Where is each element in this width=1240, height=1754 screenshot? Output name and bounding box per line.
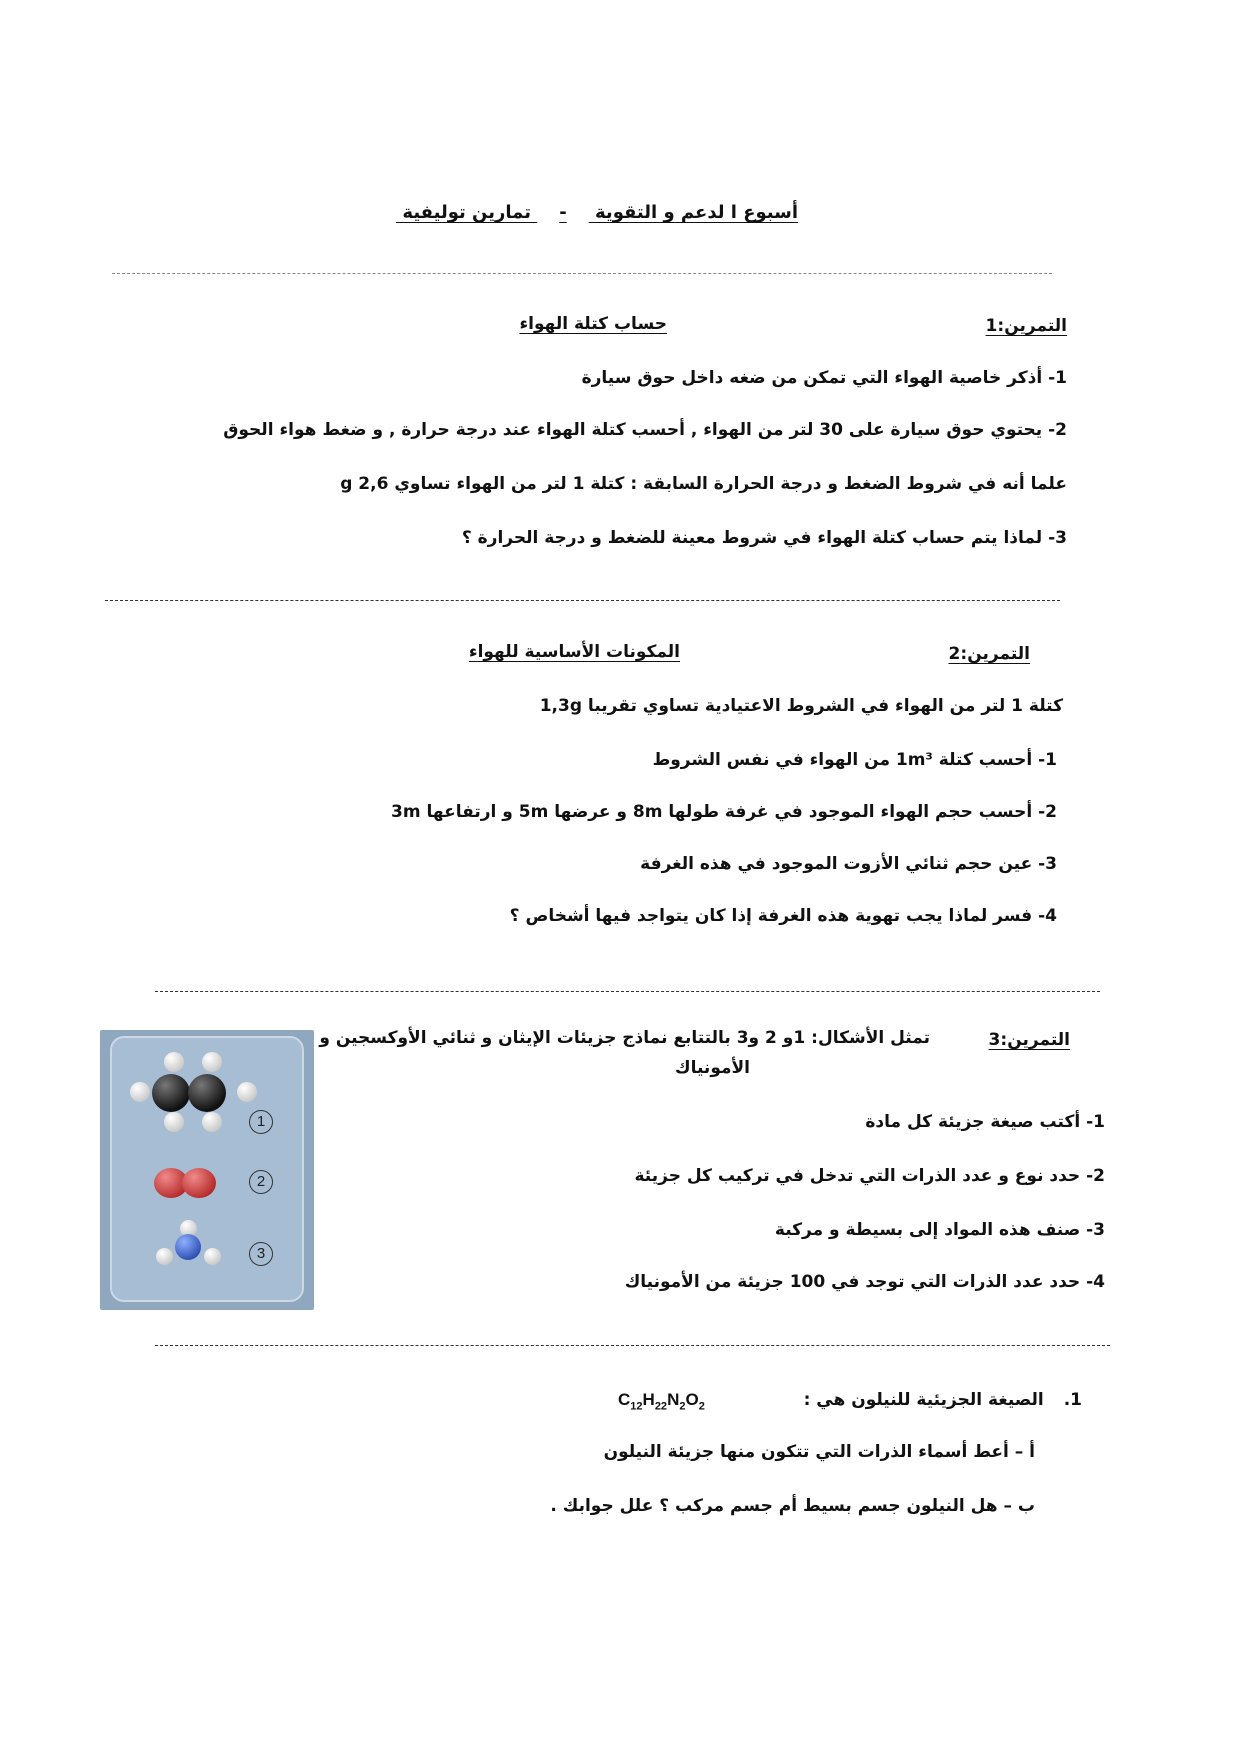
exercise-4-number: 1. (1063, 1390, 1082, 1410)
exercise-1-subtitle: حساب كتلة الهواء (519, 314, 667, 334)
exercise-2-question-2: 2- أحسب حجم الهواء الموجود في غرفة طولها 8m و عرضها 5m و ارتفاعها 3m (391, 802, 1057, 822)
hydrogen-atom (130, 1082, 150, 1102)
separator (112, 273, 1052, 274)
carbon-atom (188, 1074, 226, 1112)
oxygen-atom (182, 1168, 216, 1198)
page-title (366, 202, 798, 223)
separator (155, 1345, 1110, 1346)
exercise-3-question-1: 1- أكتب صيغة جزيئة كل مادة (865, 1112, 1105, 1132)
nylon-formula: $C_{12}H_{22}N_2O_2$ (618, 1390, 705, 1413)
hydrogen-atom (156, 1248, 173, 1265)
figure-label-2: 2 (249, 1170, 273, 1194)
exercise-3-label: التمرين:3 (988, 1030, 1070, 1050)
exercise-1-label: التمرين:1 (985, 316, 1067, 336)
title-part-1: أسبوع ا لدعم و التقوية (595, 202, 798, 223)
figure-label-1: 1 (249, 1110, 273, 1134)
hydrogen-atom (202, 1052, 222, 1072)
exercise-2-label: التمرين:2 (948, 644, 1030, 664)
exercise-4-question-a: أ – أعط أسماء الذرات التي تتكون منها جزيئة النيلون (603, 1442, 1035, 1462)
hydrogen-atom (237, 1082, 257, 1102)
exercise-4-formula-line (804, 1390, 1082, 1410)
exercise-1-question-1: 1- أذكر خاصية الهواء التي تمكن من ضغه داخل حوق سيارة (581, 368, 1067, 388)
exercise-2-question-4: 4- فسر لماذا يجب تهوية هذه الغرفة إذا كان يتواجد فيها أشخاص ؟ (509, 906, 1057, 926)
carbon-atom (152, 1074, 190, 1112)
title-part-2: تمارين توليفية (402, 202, 531, 223)
exercise-2-subtitle: المكونات الأساسية للهواء (468, 642, 680, 662)
exercise-2-question-3: 3- عين حجم ثنائي الأزوت الموجود في هذه الغرفة (640, 854, 1057, 874)
hydrogen-atom (204, 1248, 221, 1265)
exercise-3-question-3: 3- صنف هذه المواد إلى بسيطة و مركبة (774, 1220, 1105, 1240)
molecule-models-figure (100, 1030, 314, 1310)
exercise-3-intro-line-1: تمثل الأشكال: 1و 2 و3 بالتتابع نماذج جزيئات الإيثان و ثنائي الأوكسجين و (319, 1028, 930, 1048)
exercise-3-intro-line-2: الأمونياك (675, 1058, 750, 1078)
exercise-1-question-2-note: علما أنه في شروط الضغط و درجة الحرارة السابقة : كتلة 1 لتر من الهواء تساوي g 2,6 (340, 474, 1067, 494)
exercise-2-question-1: 1- أحسب كتلة 1m³ من الهواء في نفس الشروط (652, 750, 1057, 770)
hydrogen-atom (164, 1112, 184, 1132)
exercise-1-question-2: 2- يحتوي حوق سيارة على 30 لتر من الهواء , أحسب كتلة الهواء عند درجة حرارة , و ضغط هواء الحوق (223, 420, 1067, 440)
separator (105, 600, 1060, 601)
hydrogen-atom (202, 1112, 222, 1132)
exercise-1-question-3: 3- لماذا يتم حساب كتلة الهواء في شروط معينة للضغط و درجة الحرارة ؟ (461, 528, 1067, 548)
title-dash: - (559, 202, 567, 223)
exercise-2-intro: كتلة 1 لتر من الهواء في الشروط الاعتيادية تساوي تقريبا 1,3g (539, 696, 1063, 716)
exercise-3-question-2: 2- حدد نوع و عدد الذرات التي تدخل في تركيب كل جزيئة (634, 1166, 1105, 1186)
nitrogen-atom (175, 1234, 201, 1260)
exercise-4-formula-text: الصيغة الجزيئية للنيلون هي : (803, 1390, 1044, 1410)
exercise-4-question-b: ب – هل النيلون جسم بسيط أم جسم مركب ؟ علل جوابك . (550, 1496, 1035, 1516)
figure-label-3: 3 (249, 1242, 273, 1266)
exercise-3-question-4: 4- حدد عدد الذرات التي توجد في 100 جزيئة من الأمونياك (624, 1272, 1105, 1292)
separator (155, 991, 1100, 992)
hydrogen-atom (164, 1052, 184, 1072)
